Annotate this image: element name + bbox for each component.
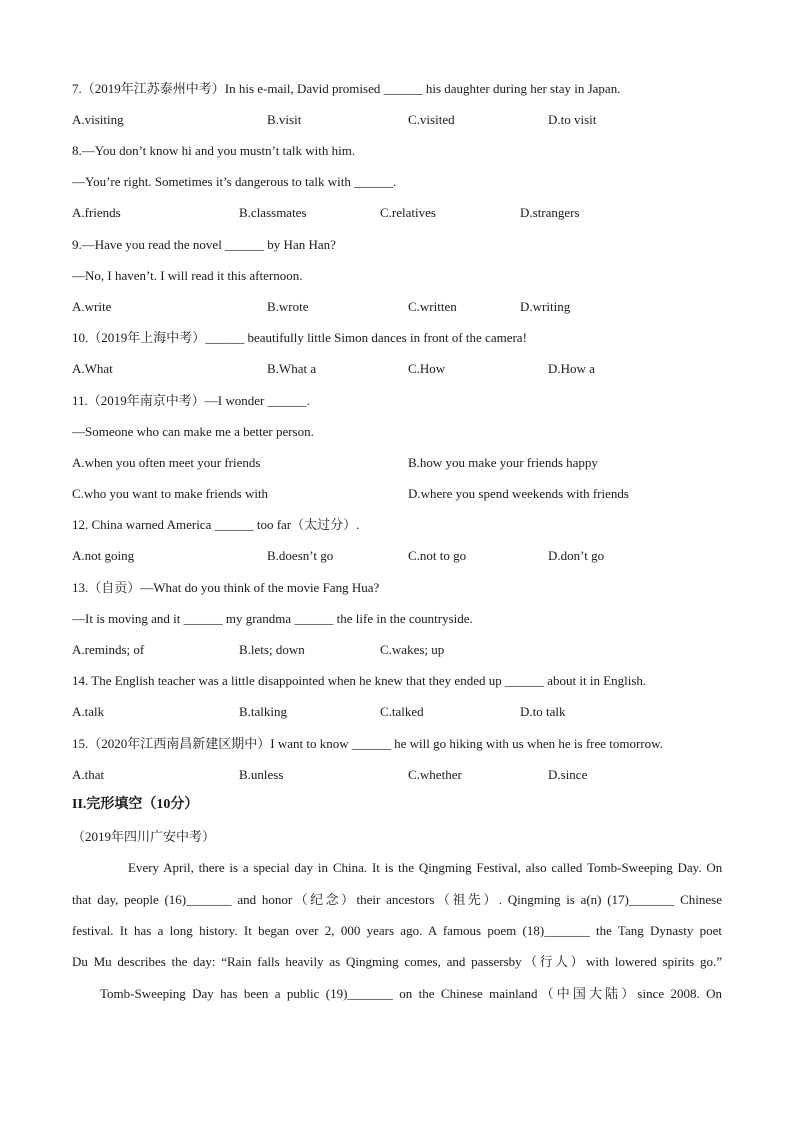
section-title: II.完形填空（10分）: [72, 797, 199, 812]
passage-line-2: that day, people (16)_______ and honor（纪念）their ancestors（祖先）. Qingming is a(n) (17)_______ Chinese: [72, 892, 722, 907]
q14-option-a: A.talk: [72, 704, 105, 719]
q8-option-d: D.strangers: [520, 205, 580, 220]
passage-line-5: Tomb-Sweeping Day has been a public (19)_______ on the Chinese mainland（中国大陆）since 2008. On: [100, 986, 722, 1001]
passage-line-4: Du Mu describes the day: “Rain falls heavily as Qingming comes, and passersby（行人）with lowered spirits go.”: [72, 954, 722, 969]
q13-option-c: C.wakes; up: [380, 642, 445, 657]
q14-option-b: B.talking: [239, 704, 288, 719]
q10-option-d: D.How a: [548, 361, 595, 376]
question-7-stem: 7.（2019年江苏泰州中考）In his e-mail, David promised ______ his daughter during her stay in Japan.: [72, 81, 621, 96]
q15-option-a: A.that: [72, 767, 105, 782]
q12-option-b: B.doesn’t go: [267, 548, 334, 563]
q7-option-a: A.visiting: [72, 112, 124, 127]
q10-option-c: C.How: [408, 361, 446, 376]
q8-option-a: A.friends: [72, 205, 121, 220]
q12-option-c: C.not to go: [408, 548, 467, 563]
q13-option-a: A.reminds; of: [72, 642, 145, 657]
q10-option-b: B.What a: [267, 361, 317, 376]
q15-option-c: C.whether: [408, 767, 462, 782]
question-12-stem: 12. China warned America ______ too far（太过分）.: [72, 517, 360, 532]
q7-option-c: C.visited: [408, 112, 455, 127]
passage-line-1: Every April, there is a special day in China. It is the Qingming Festival, also called Tomb-Sweeping Day. On: [128, 860, 723, 875]
question-13-reply: —It is moving and it ______ my grandma ______ the life in the countryside.: [72, 611, 473, 626]
q9-option-c: C.written: [408, 299, 457, 314]
q11-option-a: A.when you often meet your friends: [72, 455, 261, 470]
passage-line-3: festival. It has a long history. It began over 2, 000 years ago. A famous poem (18)_______ the Tang Dynasty poet: [72, 923, 722, 938]
q8-option-b: B.classmates: [239, 205, 307, 220]
q11-option-c: C.who you want to make friends with: [72, 486, 269, 501]
q7-option-b: B.visit: [267, 112, 302, 127]
question-8-reply: —You’re right. Sometimes it’s dangerous to talk with ______.: [72, 174, 397, 189]
q12-option-a: A.not going: [72, 548, 135, 563]
question-14-stem: 14. The English teacher was a little disappointed when he knew that they ended up ______ about it in English.: [72, 673, 647, 688]
section-source: （2019年四川广安中考）: [72, 829, 216, 844]
question-8-stem: 8.—You don’t know hi and you mustn’t talk with him.: [72, 143, 356, 158]
q11-option-b: B.how you make your friends happy: [408, 455, 598, 470]
q15-option-d: D.since: [548, 767, 588, 782]
question-11-stem: 11.（2019年南京中考）—I wonder ______.: [72, 393, 310, 408]
q14-option-c: C.talked: [380, 704, 424, 719]
q14-option-d: D.to talk: [520, 704, 566, 719]
question-10-stem: 10.（2019年上海中考）______ beautifully little Simon dances in front of the camera!: [72, 330, 527, 345]
question-9-stem: 9.—Have you read the novel ______ by Han Han?: [72, 237, 336, 252]
q8-option-c: C.relatives: [380, 205, 436, 220]
q12-option-d: D.don’t go: [548, 548, 605, 563]
q9-option-a: A.write: [72, 299, 112, 314]
question-11-reply: —Someone who can make me a better person.: [72, 424, 314, 439]
question-9-reply: —No, I haven’t. I will read it this afternoon.: [72, 268, 303, 283]
question-13-stem: 13.（自贡）—What do you think of the movie Fang Hua?: [72, 580, 380, 595]
q9-option-d: D.writing: [520, 299, 571, 314]
question-15-stem: 15.（2020年江西南昌新建区期中）I want to know ______ he will go hiking with us when he is free tomorrow.: [72, 736, 663, 751]
q15-option-b: B.unless: [239, 767, 284, 782]
q10-option-a: A.What: [72, 361, 113, 376]
q9-option-b: B.wrote: [267, 299, 309, 314]
q13-option-b: B.lets; down: [239, 642, 305, 657]
q11-option-d: D.where you spend weekends with friends: [408, 486, 629, 501]
q7-option-d: D.to visit: [548, 112, 597, 127]
